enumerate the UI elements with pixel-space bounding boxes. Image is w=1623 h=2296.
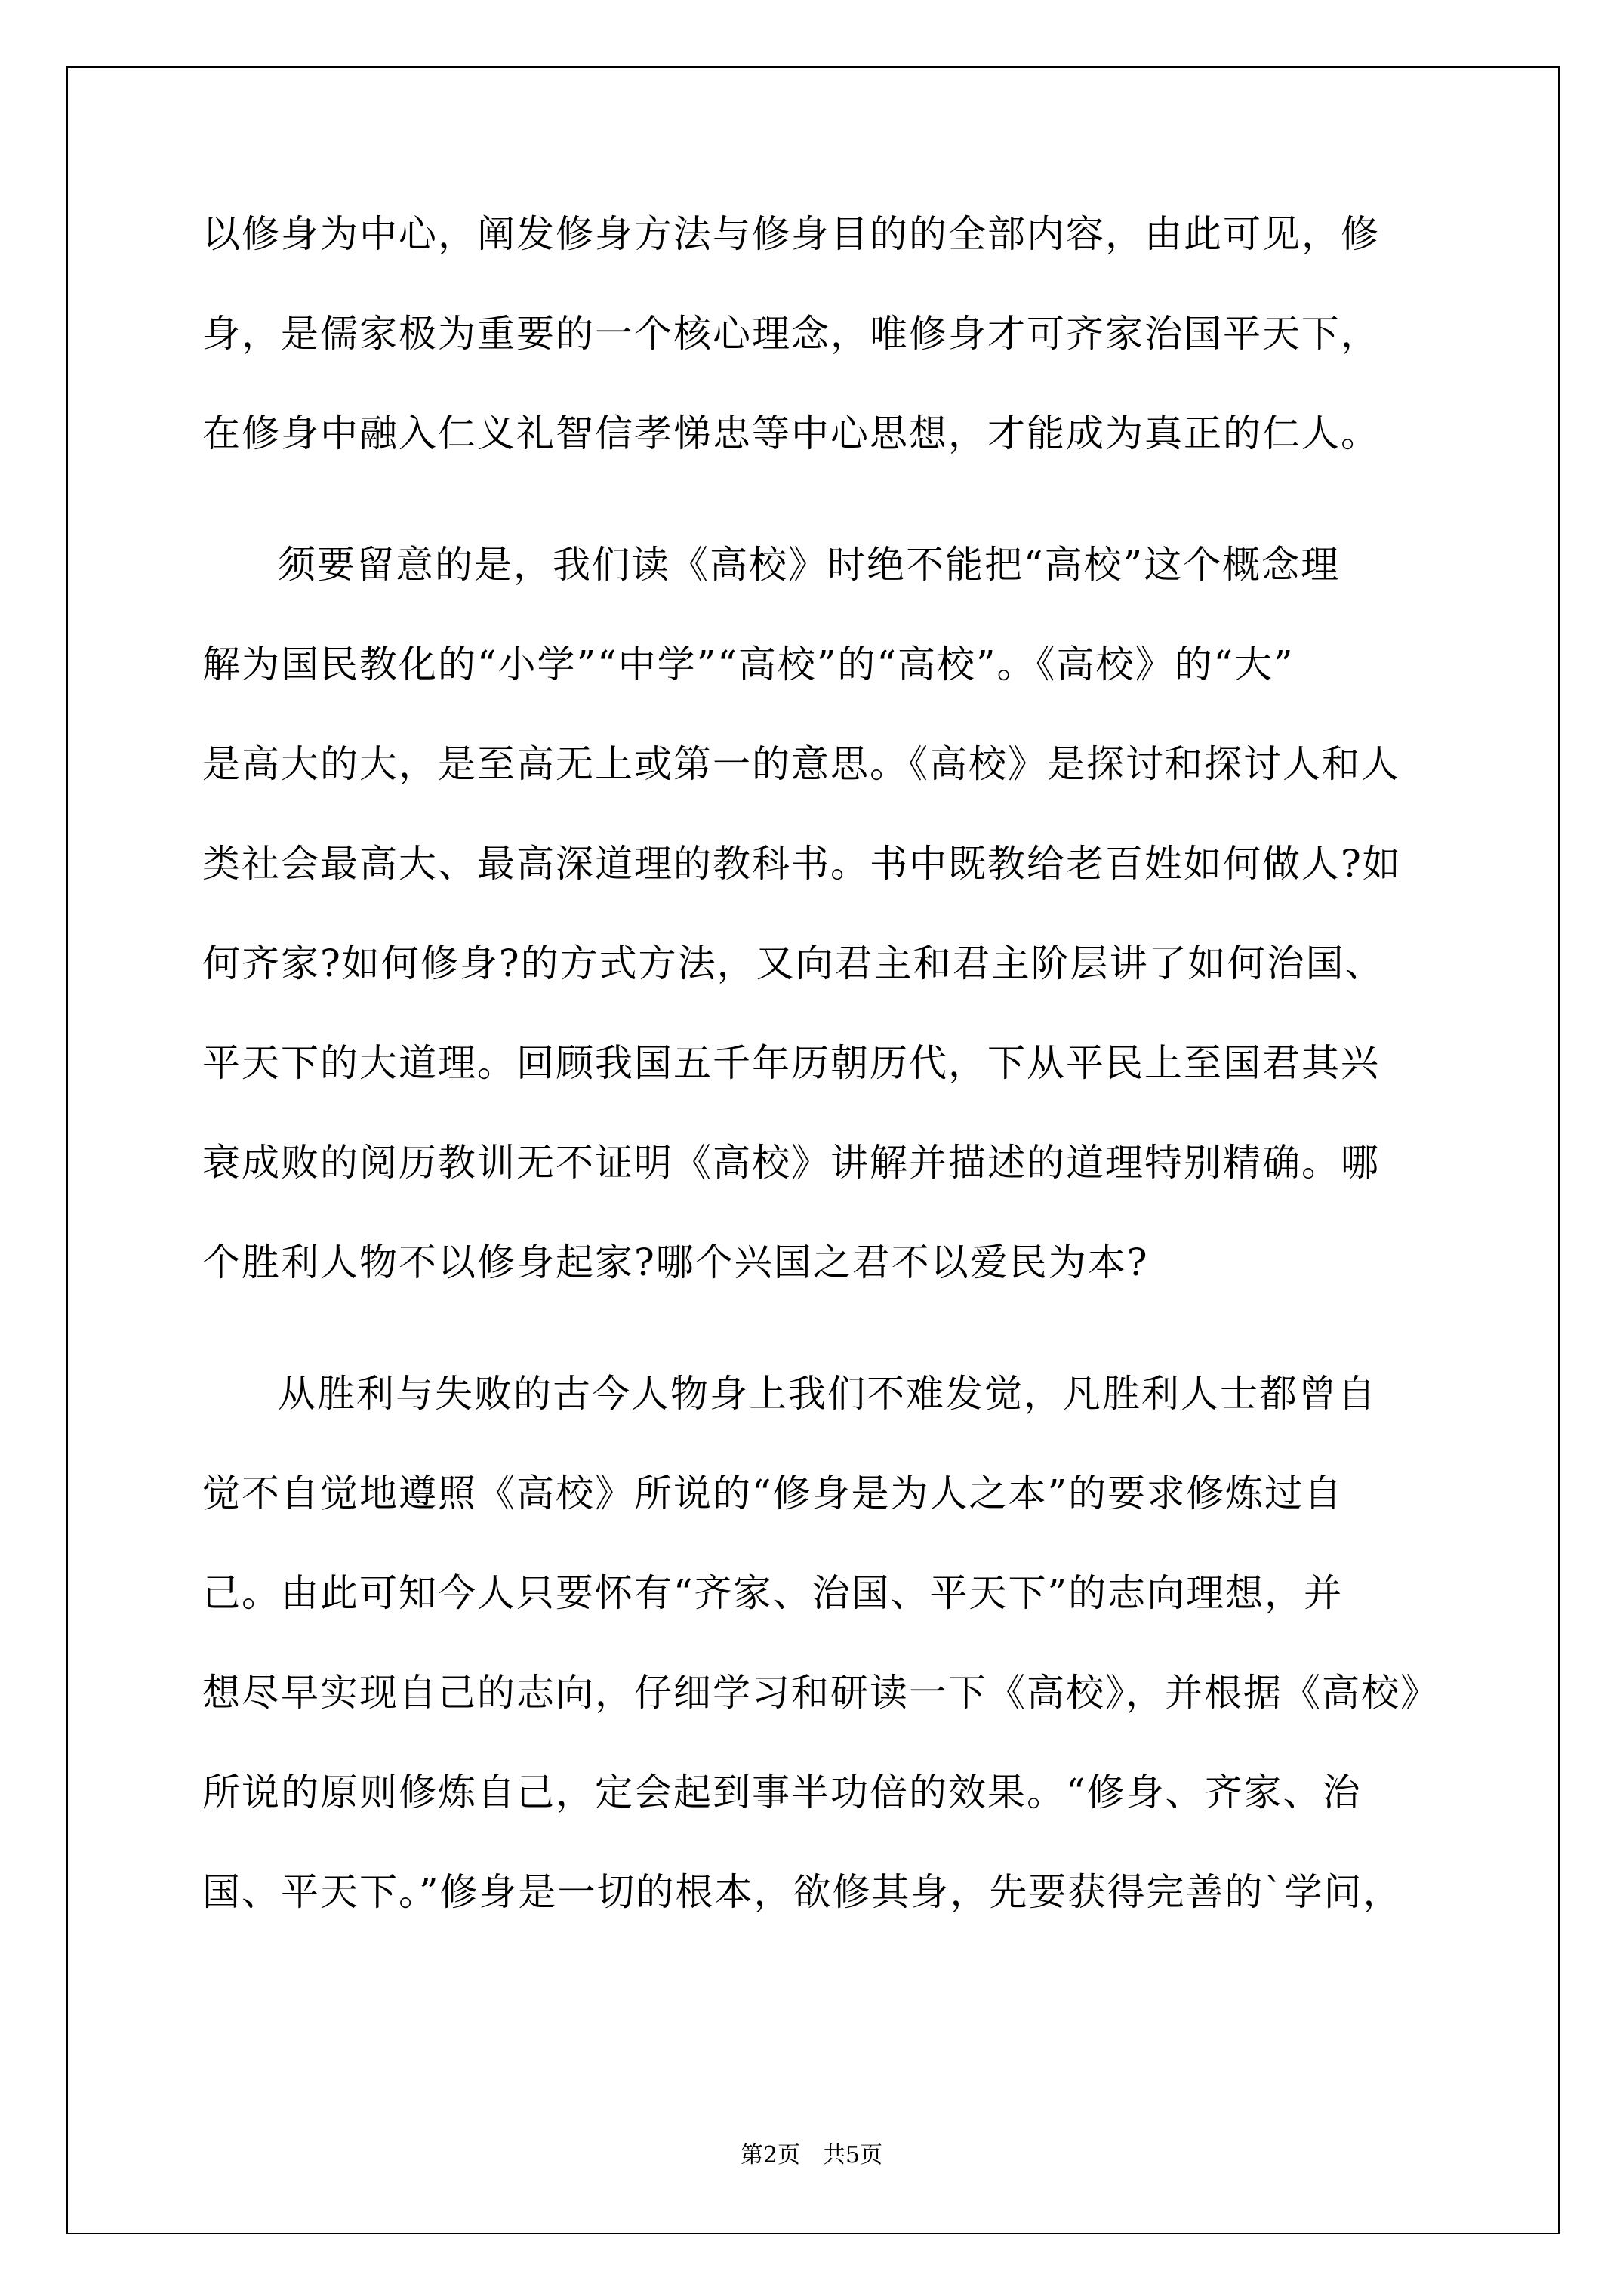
paragraph-start-line: 须要留意的是，我们读《高校》时绝不能把“高校”这个概念理 <box>278 543 1341 587</box>
text-line: 己。由此可知今人只要怀有“齐家、治国、平天下”的志向理想，并 <box>202 1571 1344 1615</box>
text-line: 以修身为中心，阐发修身方法与修身目的的全部内容，由此可见，修 <box>202 212 1380 256</box>
text-line: 类社会最高大、最高深道理的教科书。书中既教给老百姓如何做人?如 <box>202 842 1402 886</box>
text-line: 国、平天下。”修身是一切的根本，欲修其身，先要获得完善的`学问， <box>202 1870 1403 1914</box>
text-line: 是高大的大，是至高无上或第一的意思。《高校》是探讨和探讨人和人 <box>202 742 1400 786</box>
text-line: 身，是儒家极为重要的一个核心理念，唯修身才可齐家治国平天下， <box>202 312 1380 356</box>
text-line: 在修身中融入仁义礼智信孝悌忠等中心思想，才能成为真正的仁人。 <box>202 411 1380 455</box>
text-line: 想尽早实现自己的志向，仔细学习和研读一下《高校》，并根据《高校》 <box>202 1671 1440 1715</box>
paragraph-start-line: 从胜利与失败的古今人物身上我们不难发觉，凡胜利人士都曾自 <box>278 1372 1377 1416</box>
text-line: 觉不自觉地遵照《高校》所说的“修身是为人之本”的要求修炼过自 <box>202 1472 1344 1515</box>
text-line: 何齐家?如何修身?的方式方法，又向君主和君主阶层讲了如何治国、 <box>202 942 1384 985</box>
page-number-footer: 第2页 共5页 <box>740 2142 883 2168</box>
text-line: 衰成败的阅历教训无不证明《高校》讲解并描述的道理特别精确。哪 <box>202 1141 1380 1185</box>
text-line: 所说的原则修炼自己，定会起到事半功倍的效果。“修身、齐家、治 <box>202 1771 1362 1814</box>
text-line: 个胜利人物不以修身起家?哪个兴国之君不以爱民为本? <box>202 1240 1149 1284</box>
text-line: 平天下的大道理。回顾我国五千年历朝历代，下从平民上至国君其兴 <box>202 1041 1380 1085</box>
text-line: 解为国民教化的“小学”“中学”“高校”的“高校”。《高校》的“大” <box>202 643 1295 686</box>
